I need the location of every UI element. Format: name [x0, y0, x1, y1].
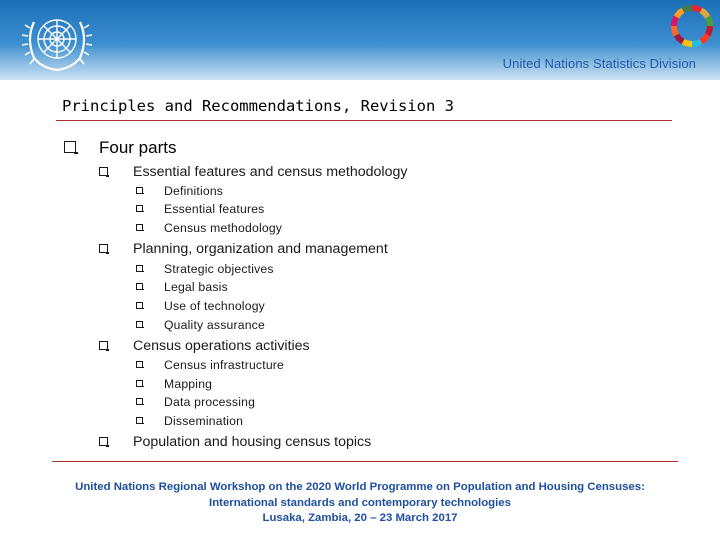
division-name: United Nations Statistics Division — [502, 56, 696, 71]
square-bullet-icon — [136, 283, 143, 290]
square-bullet-icon — [136, 398, 143, 405]
outline-level1: Four parts — [99, 138, 177, 157]
square-bullet-icon — [99, 437, 108, 446]
square-bullet-icon — [136, 187, 143, 194]
part-label: Essential features and census methodology — [133, 164, 408, 180]
square-bullet-icon — [136, 417, 143, 424]
square-bullet-icon — [136, 205, 143, 212]
page-title: Principles and Recommendations, Revision 3 — [62, 97, 454, 115]
square-bullet-icon — [136, 265, 143, 272]
square-bullet-icon — [136, 361, 143, 368]
part-label: Census operations activities — [133, 338, 310, 354]
list-item: Definitions — [164, 184, 224, 198]
square-bullet-icon — [64, 141, 76, 153]
footer — [0, 480, 720, 527]
list-item: Census methodology — [164, 221, 283, 235]
part-label: Population and housing census topics — [133, 434, 372, 450]
sdg-wheel-icon — [668, 2, 716, 50]
list-item: Use of technology — [164, 299, 265, 313]
list-item: Data processing — [164, 395, 256, 409]
square-bullet-icon — [136, 321, 143, 328]
un-emblem-icon — [20, 8, 94, 74]
footer-line: International standards and contemporary technologies — [209, 496, 511, 509]
list-item: Dissemination — [164, 414, 244, 428]
list-item: Quality assurance — [164, 318, 265, 332]
list-item: Legal basis — [164, 280, 228, 294]
list-item: Strategic objectives — [164, 262, 274, 276]
square-bullet-icon — [136, 224, 143, 231]
list-item: Census infrastructure — [164, 358, 285, 372]
square-bullet-icon — [136, 302, 143, 309]
list-item: Mapping — [164, 377, 213, 391]
square-bullet-icon — [99, 167, 108, 176]
square-bullet-icon — [136, 380, 143, 387]
footer-line: United Nations Regional Workshop on the 2020 World Programme on Population and Housing Censuses: — [75, 481, 645, 493]
square-bullet-icon — [99, 341, 108, 350]
footer-divider — [52, 461, 678, 462]
part-label: Planning, organization and management — [133, 241, 388, 257]
list-item: Essential features — [164, 202, 265, 216]
footer-line: Lusaka, Zambia, 20 – 23 March 2017 — [262, 512, 458, 524]
title-divider — [56, 120, 672, 121]
square-bullet-icon — [99, 244, 108, 253]
